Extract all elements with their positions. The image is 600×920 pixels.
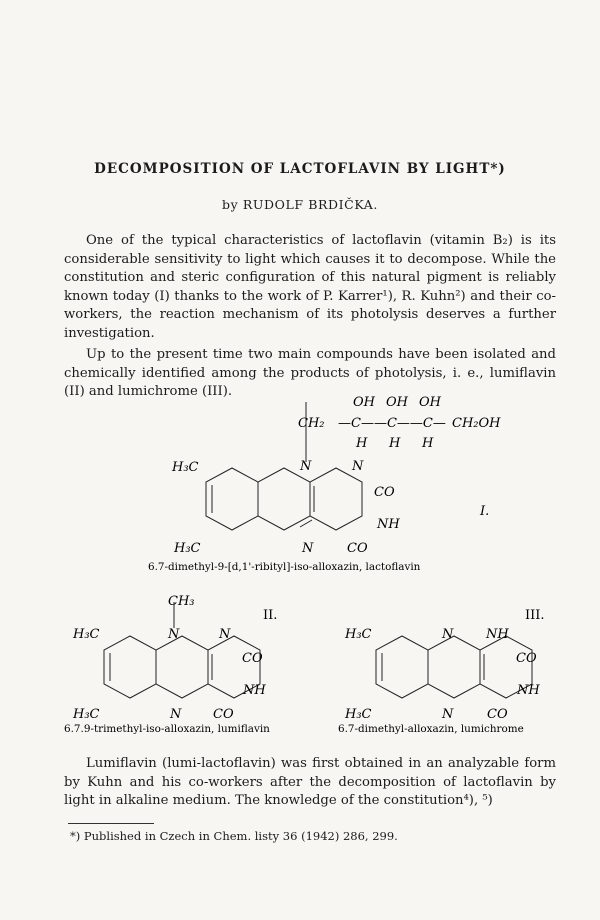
- structure-I-co-2: CO: [347, 541, 368, 556]
- structure-III-caption: 6.7-dimethyl-alloxazin, lumichrome: [338, 723, 524, 735]
- structure-II-co-2: CO: [213, 707, 234, 722]
- structure-II-co-1: CO: [242, 651, 263, 666]
- structure-I-methyl-top: H₃C: [172, 460, 199, 475]
- structure-II-numeral: II.: [263, 608, 278, 623]
- paper-title: DECOMPOSITION OF LACTOFLAVIN BY LIGHT*): [94, 161, 506, 177]
- structure-I-caption: 6.7-dimethyl-9-[d,1'-ribityl]-iso-alloxazin, lactoflavin: [148, 561, 421, 573]
- structure-II-ch3: CH₃: [168, 594, 195, 609]
- footnote-divider: [68, 823, 154, 824]
- structure-I-n-1: N: [300, 459, 312, 474]
- structure-III-nh-2: NH: [517, 683, 540, 698]
- structure-III-numeral: III.: [525, 608, 545, 623]
- structure-II-nh: NH: [243, 683, 266, 698]
- structure-I-ch2: CH₂: [298, 416, 325, 431]
- structure-I-h-1: H: [356, 436, 368, 451]
- structure-II-caption: 6.7.9-trimethyl-iso-alloxazin, lumiflavin: [64, 723, 270, 735]
- structure-I-methyl-bottom: H₃C: [174, 541, 201, 556]
- structure-I-oh-1: OH: [353, 395, 375, 410]
- structure-I-co-1: CO: [374, 485, 395, 500]
- structure-I-ch2oh: CH₂OH: [452, 416, 501, 431]
- structure-II-methyl-bottom: H₃C: [73, 707, 100, 722]
- structure-III-methyl-top: H₃C: [345, 627, 372, 642]
- structure-III-methyl-bottom: H₃C: [345, 707, 372, 722]
- structure-I-n-3: N: [302, 541, 314, 556]
- structure-I-oh-3: OH: [419, 395, 441, 410]
- structure-I-oh-2: OH: [386, 395, 408, 410]
- structure-II-rings: [104, 602, 260, 698]
- structure-I-nh: NH: [377, 517, 400, 532]
- structure-III-rings: [376, 636, 532, 698]
- footnote: *) Published in Czech in Chem. listy 36 (1942) 286, 299.: [70, 829, 398, 843]
- paragraph-lumiflavin: Lumiflavin (lumi-lactoflavin) was first obtained in an analyzable form by Kuhn and his co-workers after the decomposition of lactoflavin by light in alkaline medium. The knowledge of the constitution⁴), ⁵): [64, 756, 556, 809]
- structure-II-n-1: N: [168, 627, 180, 642]
- structure-III-n-3: N: [442, 707, 454, 722]
- structure-II-n-2: N: [219, 627, 231, 642]
- structure-I-chain: —C——C——C—: [338, 416, 446, 431]
- structure-I-h-2: H: [389, 436, 401, 451]
- author-byline: by RUDOLF BRDIČKA.: [222, 197, 378, 212]
- structure-II-n-3: N: [170, 707, 182, 722]
- structure-III-co-2: CO: [487, 707, 508, 722]
- structure-III-nh-1: NH: [486, 627, 509, 642]
- structure-I-n-2: N: [352, 459, 364, 474]
- paragraph-products: Up to the present time two main compounds have been isolated and chemically identified among the products of photolysis, i. e., lumiflavin (II) and lumichrome (III).: [64, 347, 556, 400]
- structure-I-h-3: H: [422, 436, 434, 451]
- structure-II-methyl-top: H₃C: [73, 627, 100, 642]
- paragraph-intro: One of the typical characteristics of lactoflavin (vitamin B₂) is its considerable sensitivity to light which causes it to decompose. While the constitution and steric configuration of this natural pigment is reliably known today (I) thanks to the work of P. Karrer¹), R. Kuhn²) and their co-workers, the reaction mechanism of its photolysis deserves a further investigation.: [64, 233, 556, 341]
- structure-I-numeral: I.: [480, 504, 490, 519]
- structure-III-co-1: CO: [516, 651, 537, 666]
- structure-III-n-1: N: [442, 627, 454, 642]
